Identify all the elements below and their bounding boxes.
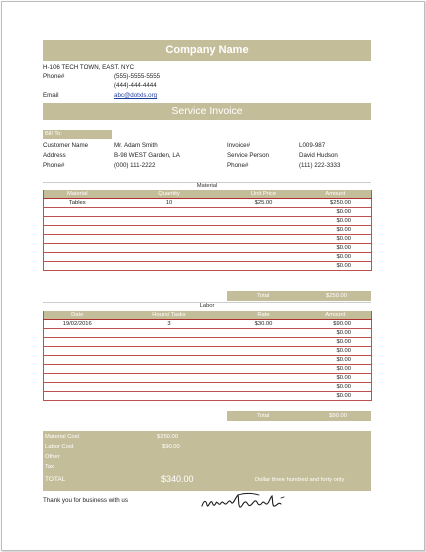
customer-name: Mr. Adam Smith bbox=[114, 142, 158, 149]
material-title: Material bbox=[196, 183, 218, 189]
material-row-cell: $0.00 bbox=[300, 262, 372, 271]
labor-section-title bbox=[43, 302, 371, 309]
labor-row-cell bbox=[44, 365, 111, 374]
material-row-cell bbox=[44, 208, 111, 217]
material-total-label: Total bbox=[257, 293, 270, 299]
signature bbox=[198, 490, 293, 514]
company-address: H-106 TECH TOWN, EAST. NYC bbox=[43, 64, 135, 71]
material-cost: $250.00 bbox=[157, 434, 178, 440]
material-row-cell: $25.00 bbox=[228, 199, 300, 208]
material-col-header: Unit Price bbox=[228, 190, 300, 199]
company-phone-1: (555)-5555-5555 bbox=[114, 73, 161, 80]
labor-row-cell bbox=[44, 338, 111, 347]
grand-total: $340.00 bbox=[161, 474, 194, 484]
material-row-cell: $0.00 bbox=[300, 208, 372, 217]
labor-row-cell bbox=[44, 374, 111, 383]
material-row-cell: $0.00 bbox=[300, 235, 372, 244]
labor-row-cell bbox=[228, 392, 300, 401]
labor-row-cell bbox=[111, 338, 228, 347]
material-row bbox=[44, 208, 372, 217]
material-col-header: Amount bbox=[300, 190, 372, 199]
material-total: $250.00 bbox=[326, 293, 347, 299]
invoice-title-band bbox=[43, 103, 371, 120]
labor-row-cell: $0.00 bbox=[300, 347, 372, 356]
labor-row-cell bbox=[44, 329, 111, 338]
service-person: David Hudson bbox=[299, 152, 338, 159]
material-row-cell bbox=[111, 208, 228, 217]
labor-col-header: Amount bbox=[300, 311, 372, 320]
labor-col-header: Hours/ Tasks bbox=[111, 311, 228, 320]
material-section-title bbox=[43, 182, 371, 189]
labor-row-cell bbox=[44, 383, 111, 392]
labor-row-cell: $30.00 bbox=[228, 320, 300, 329]
invoice-number-label: Invoice# bbox=[227, 142, 251, 149]
service-phone: (111) 222-3333 bbox=[299, 162, 341, 169]
customer-name-label: Customer Name bbox=[43, 142, 89, 149]
material-row bbox=[44, 226, 372, 235]
material-row bbox=[44, 253, 372, 262]
material-row bbox=[44, 244, 372, 253]
labor-row-cell bbox=[228, 356, 300, 365]
labor-row-cell: $90.00 bbox=[300, 320, 372, 329]
labor-table bbox=[43, 311, 372, 401]
labor-total-label: Total bbox=[257, 413, 270, 419]
labor-row-cell bbox=[228, 383, 300, 392]
labor-row-cell: $0.00 bbox=[300, 329, 372, 338]
customer-phone-label: Phone# bbox=[43, 162, 65, 169]
labor-row-cell bbox=[111, 374, 228, 383]
labor-row bbox=[44, 392, 372, 401]
material-row-cell bbox=[111, 244, 228, 253]
labor-row bbox=[44, 347, 372, 356]
labor-total-band bbox=[227, 411, 371, 421]
labor-row-cell: $0.00 bbox=[300, 392, 372, 401]
material-row-cell: $0.00 bbox=[300, 244, 372, 253]
labor-row-cell: $0.00 bbox=[300, 383, 372, 392]
tax-label: Tax bbox=[45, 464, 55, 470]
grand-total-label: TOTAL bbox=[45, 476, 66, 483]
material-table bbox=[43, 190, 372, 271]
labor-cost: $90.00 bbox=[162, 444, 180, 450]
labor-header-row bbox=[44, 311, 372, 320]
invoice-title: Service Invoice bbox=[171, 105, 243, 117]
labor-row-cell bbox=[111, 383, 228, 392]
material-row-cell bbox=[44, 217, 111, 226]
summary-box bbox=[43, 431, 371, 491]
material-header-row bbox=[44, 190, 372, 199]
labor-row-cell bbox=[44, 356, 111, 365]
labor-row-cell bbox=[111, 356, 228, 365]
material-row-cell: $0.00 bbox=[300, 217, 372, 226]
material-row-cell bbox=[44, 235, 111, 244]
material-row-cell bbox=[111, 235, 228, 244]
material-row-cell bbox=[44, 253, 111, 262]
service-person-label: Service Person bbox=[227, 152, 269, 159]
company-email-link[interactable]: abc@dotxls.org bbox=[114, 92, 158, 99]
company-name-band bbox=[43, 40, 371, 61]
labor-row-cell: $0.00 bbox=[300, 356, 372, 365]
customer-address-label: Address bbox=[43, 152, 66, 159]
material-row-cell: 10 bbox=[111, 199, 228, 208]
material-cost-label: Material Cost bbox=[45, 434, 80, 440]
labor-row-cell bbox=[111, 392, 228, 401]
bill-to-band bbox=[43, 130, 112, 139]
labor-row-cell bbox=[111, 329, 228, 338]
labor-row-cell: 3 bbox=[111, 320, 228, 329]
invoice-number: L009-987 bbox=[299, 142, 326, 149]
material-row-cell bbox=[111, 226, 228, 235]
material-col-header: Quantity bbox=[111, 190, 228, 199]
labor-row-cell bbox=[111, 347, 228, 356]
labor-row-cell: $0.00 bbox=[300, 338, 372, 347]
company-phone-label: Phone# bbox=[43, 73, 65, 80]
labor-row-cell: 19/02/2016 bbox=[44, 320, 111, 329]
labor-row-cell: $0.00 bbox=[300, 365, 372, 374]
customer-phone: (000) 111-2222 bbox=[114, 162, 156, 169]
material-row-cell: Tables bbox=[44, 199, 111, 208]
labor-row bbox=[44, 374, 372, 383]
labor-row bbox=[44, 365, 372, 374]
labor-row bbox=[44, 338, 372, 347]
labor-title: Labor bbox=[199, 303, 215, 309]
material-row bbox=[44, 217, 372, 226]
material-row-cell bbox=[111, 253, 228, 262]
material-row-cell: $0.00 bbox=[300, 226, 372, 235]
labor-row bbox=[44, 356, 372, 365]
material-row-cell bbox=[228, 235, 300, 244]
labor-row bbox=[44, 383, 372, 392]
material-row-cell bbox=[44, 226, 111, 235]
material-row-cell bbox=[44, 262, 111, 271]
labor-row-cell bbox=[111, 365, 228, 374]
labor-col-header: Date bbox=[44, 311, 111, 320]
company-name: Company Name bbox=[165, 44, 249, 56]
material-col-header: Material bbox=[44, 190, 111, 199]
material-row-cell bbox=[111, 217, 228, 226]
labor-row-cell bbox=[228, 374, 300, 383]
labor-row-cell bbox=[44, 392, 111, 401]
labor-total: $90.00 bbox=[329, 413, 347, 419]
labor-row-cell: $0.00 bbox=[300, 374, 372, 383]
material-total-band bbox=[227, 291, 371, 301]
material-row-cell bbox=[111, 262, 228, 271]
material-row-cell bbox=[228, 262, 300, 271]
labor-col-header: Rate bbox=[228, 311, 300, 320]
material-row-cell bbox=[228, 217, 300, 226]
material-row bbox=[44, 262, 372, 271]
material-row-cell bbox=[228, 253, 300, 262]
labor-row bbox=[44, 329, 372, 338]
labor-row-cell bbox=[228, 338, 300, 347]
material-row-cell: $250.00 bbox=[300, 199, 372, 208]
total-in-words: Dollar three hundred and forty only bbox=[255, 477, 345, 483]
labor-cost-label: Labor Cost bbox=[45, 444, 74, 450]
thank-you-note: Thank you for business with us bbox=[43, 497, 128, 504]
material-row-cell: $0.00 bbox=[300, 253, 372, 262]
labor-row bbox=[44, 320, 372, 329]
material-row bbox=[44, 235, 372, 244]
material-row-cell bbox=[228, 208, 300, 217]
labor-row-cell bbox=[228, 347, 300, 356]
service-phone-label: Phone# bbox=[227, 162, 249, 169]
labor-row-cell bbox=[228, 329, 300, 338]
material-row-cell bbox=[228, 244, 300, 253]
customer-address: B-98 WEST Garden, LA bbox=[114, 152, 180, 159]
other-label: Other bbox=[45, 454, 60, 460]
company-email-label: Email bbox=[43, 92, 59, 99]
material-row-cell bbox=[44, 244, 111, 253]
bill-to-label: Bill To: bbox=[45, 131, 62, 137]
material-row-cell bbox=[228, 226, 300, 235]
material-row bbox=[44, 199, 372, 208]
company-phone-2: (444)-444-4444 bbox=[114, 82, 157, 89]
labor-row-cell bbox=[228, 365, 300, 374]
labor-row-cell bbox=[44, 347, 111, 356]
